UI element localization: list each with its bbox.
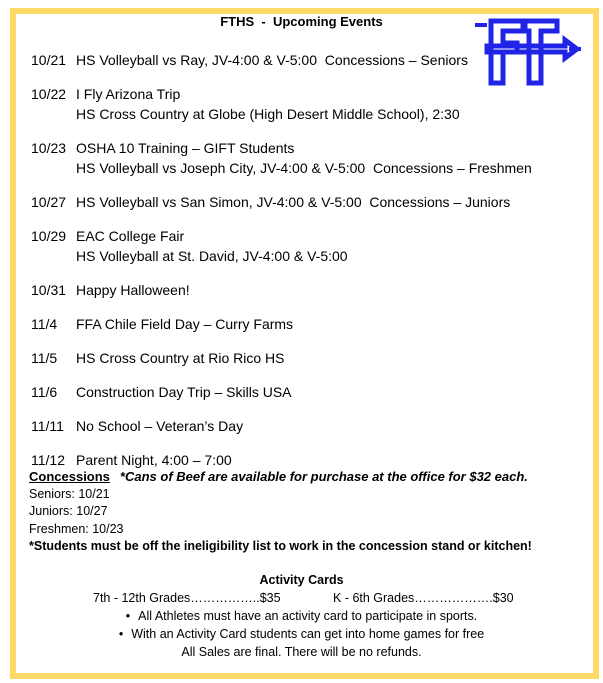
concessions-row: Juniors: 10/27: [29, 504, 108, 518]
event-item: [31, 450, 571, 470]
event-date: 10/21: [31, 52, 67, 68]
page-title: FTHS - Upcoming Events: [220, 14, 383, 29]
eligibility-warning: *Students must be off the ineligibility list to work in the concession stand or kitchen!: [29, 539, 532, 553]
event-line: HS Volleyball vs Joseph City, JV-4:00 & V-5:00 Concessions – Freshmen: [76, 160, 532, 176]
event-line: HS Volleyball at St. David, JV-4:00 & V-5:00: [76, 248, 348, 264]
event-line: FFA Chile Field Day – Curry Farms: [76, 316, 294, 332]
event-date: 11/5: [31, 350, 58, 366]
event-line: Parent Night, 4:00 – 7:00: [76, 452, 232, 468]
event-date: 10/29: [31, 228, 67, 244]
event-line: HS Volleyball vs Ray, JV-4:00 & V-5:00 Concessions – Seniors: [76, 52, 468, 68]
concessions-row: Seniors: 10/21: [29, 486, 110, 501]
activity-card-prices: [0, 589, 603, 607]
event-line: Construction Day Trip – Skills USA: [76, 384, 292, 400]
event-line: EAC College Fair: [76, 228, 185, 244]
event-date: 10/23: [31, 140, 67, 156]
event-item: [31, 280, 571, 300]
event-date: 11/12: [31, 452, 65, 468]
activity-cards-section: [0, 571, 603, 661]
event-line: OSHA 10 Training – GIFT Students: [76, 140, 295, 156]
event-item: [31, 382, 571, 402]
event-item: [31, 314, 571, 334]
sales-final-note: All Sales are final. There will be no refunds.: [181, 645, 422, 659]
activity-cards-heading: Activity Cards: [259, 573, 344, 587]
event-line: I Fly Arizona Trip: [76, 86, 181, 102]
event-date: 11/6: [31, 384, 58, 400]
price-elementary: K - 6th Grades……………….$30: [333, 591, 514, 605]
events-list: [31, 50, 571, 484]
concessions-section: [29, 468, 574, 556]
event-line: HS Volleyball vs San Simon, JV-4:00 & V-5:00 Concessions – Juniors: [76, 194, 511, 210]
event-date: 10/22: [31, 86, 67, 102]
event-item: [31, 84, 571, 124]
event-line: HS Cross Country at Globe (High Desert Middle School), 2:30: [76, 106, 460, 122]
concessions-row: Freshmen: 10/23: [29, 521, 124, 536]
concessions-label: Concessions: [29, 469, 110, 484]
event-line: HS Cross Country at Rio Rico HS: [76, 350, 285, 366]
event-item: [31, 416, 571, 436]
concessions-note: *Cans of Beef are available for purchase at the office for $32 each.: [119, 469, 528, 484]
event-date: 11/4: [31, 316, 58, 332]
activity-card-bullet: • With an Activity Card students can get into home games for free: [0, 625, 603, 643]
event-item: [31, 50, 571, 70]
event-line: Happy Halloween!: [76, 282, 190, 298]
activity-card-bullet: • All Athletes must have an activity card to participate in sports.: [0, 607, 603, 625]
event-date: 10/27: [31, 194, 67, 210]
event-line: No School – Veteran’s Day: [76, 418, 244, 434]
event-item: [31, 348, 571, 368]
event-date: 10/31: [31, 282, 67, 298]
event-item: [31, 138, 571, 178]
price-high-school: 7th - 12th Grades……………..$35: [93, 591, 281, 605]
concessions-heading: [29, 468, 574, 486]
event-item: [31, 226, 571, 266]
event-item: [31, 192, 571, 212]
event-date: 11/11: [31, 418, 64, 434]
